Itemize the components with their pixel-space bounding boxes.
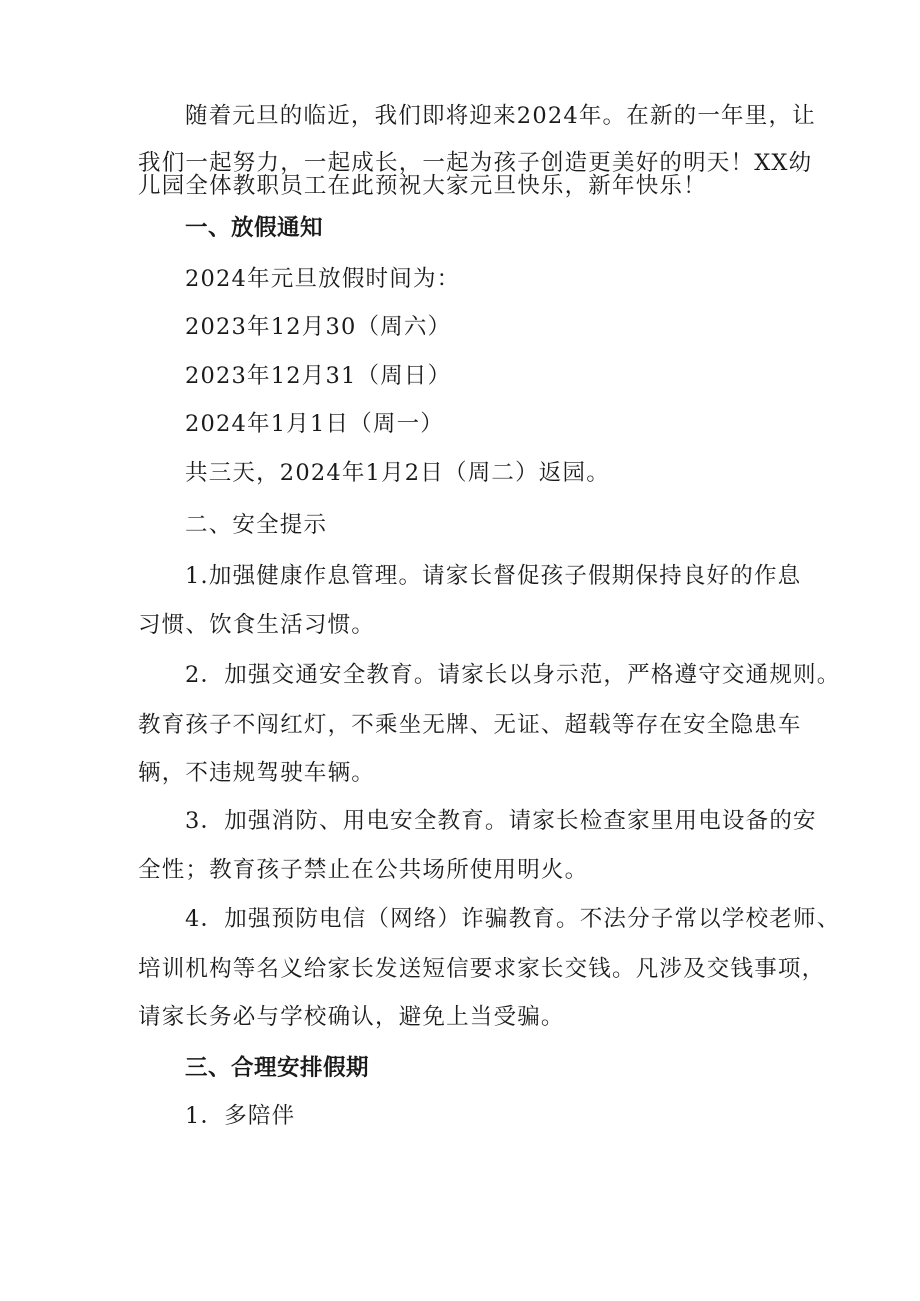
intro-line-2: 我们一起努力，一起成长，一起为孩子创造更美好的明天！XX幼 bbox=[138, 150, 813, 176]
safety-item-1-line-1: 1.加强健康作息管理。请家长督促孩子假期保持良好的作息 bbox=[185, 563, 802, 589]
safety-item-2-line-1: 2．加强交通安全教育。请家长以身示范，严格遵守交通规则。 bbox=[185, 662, 841, 688]
safety-item-4-line-2: 培训机构等名义给家长发送短信要求家长交钱。凡涉及交钱事项， bbox=[138, 956, 826, 982]
intro-line-1: 随着元旦的临近，我们即将迎来2024年。在新的一年里，让 bbox=[185, 103, 816, 129]
safety-item-3-line-1: 3．加强消防、用电安全教育。请家长检查家里用电设备的安 bbox=[185, 808, 817, 834]
intro-line-3: 儿园全体教职员工在此预祝大家元旦快乐，新年快乐！ bbox=[138, 173, 707, 199]
section-heading-arrange-holiday: 三、合理安排假期 bbox=[185, 1055, 370, 1081]
section-heading-safety-tips: 二、安全提示 bbox=[185, 512, 328, 538]
holiday-line-3: 2023年12月31（周日） bbox=[185, 363, 452, 389]
section-heading-holiday-notice: 一、放假通知 bbox=[185, 215, 324, 241]
arrange-item-1: 1．多陪伴 bbox=[185, 1103, 296, 1129]
holiday-line-1: 2024年元旦放假时间为： bbox=[185, 266, 461, 292]
safety-item-1-line-2: 习惯、饮食生活习惯。 bbox=[138, 612, 376, 638]
safety-item-2-line-3: 辆，不违规驾驶车辆。 bbox=[138, 760, 376, 786]
safety-item-4-line-3: 请家长务必与学校确认，避免上当受骗。 bbox=[138, 1004, 565, 1030]
holiday-line-4: 2024年1月1日（周一） bbox=[185, 411, 444, 437]
holiday-line-5: 共三天，2024年1月2日（周二）返园。 bbox=[185, 460, 610, 486]
safety-item-3-line-2: 全性；教育孩子禁止在公共场所使用明火。 bbox=[138, 857, 589, 883]
safety-item-4-line-1: 4．加强预防电信（网络）诈骗教育。不法分子常以学校老师、 bbox=[185, 906, 841, 932]
holiday-line-2: 2023年12月30（周六） bbox=[185, 314, 452, 340]
safety-item-2-line-2: 教育孩子不闯红灯，不乘坐无牌、无证、超载等存在安全隐患车 bbox=[138, 712, 802, 738]
